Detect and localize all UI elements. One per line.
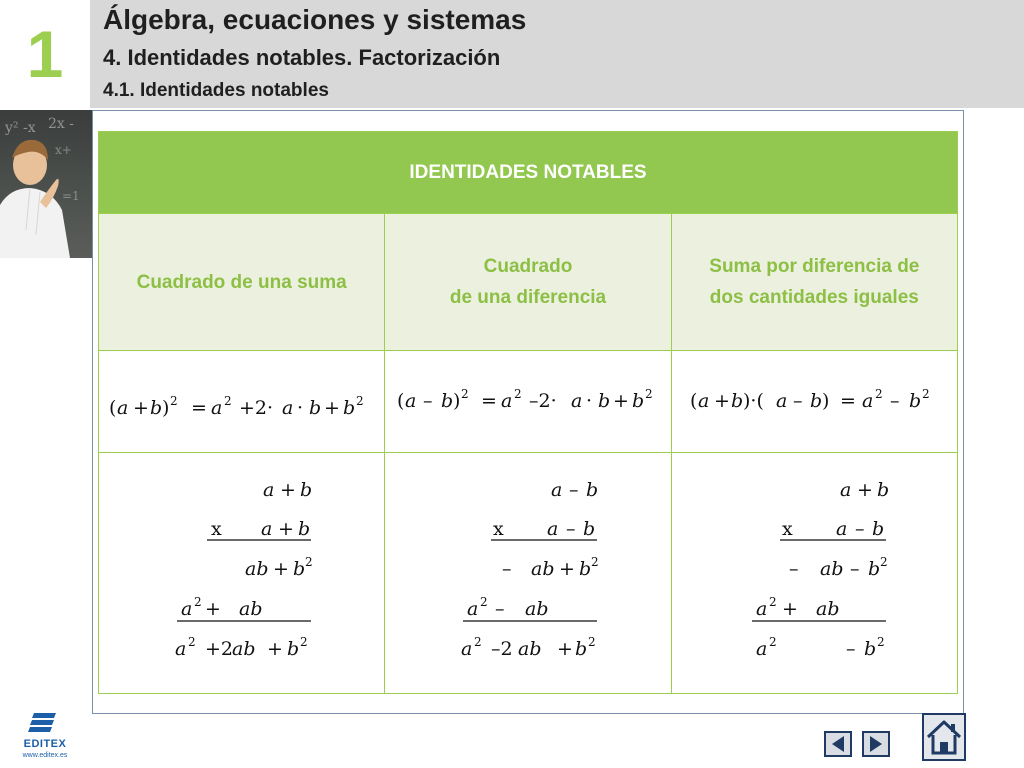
svg-text:a: a (835, 518, 847, 540)
svg-text:b: b (579, 558, 592, 580)
svg-text:)·(: )·( (742, 389, 764, 412)
svg-text:a: a (405, 389, 417, 412)
svg-text:2: 2 (194, 595, 202, 609)
svg-text:+: + (613, 389, 630, 412)
svg-text:a: a (211, 396, 223, 419)
svg-text:(: ( (689, 389, 698, 412)
svg-text:): ) (453, 389, 461, 412)
svg-text:+: + (557, 638, 574, 660)
svg-text:2: 2 (591, 555, 599, 569)
svg-text:b: b (598, 389, 611, 412)
svg-text:·: · (586, 389, 593, 412)
svg-text:a: a (551, 479, 563, 501)
svg-text:b: b (876, 479, 889, 501)
svg-text:+: + (267, 638, 283, 660)
svg-text:–2·: –2· (529, 389, 557, 412)
unit-number: 1 (26, 17, 64, 91)
editex-logo-icon (14, 710, 76, 738)
svg-text:a: a (861, 389, 873, 412)
home-icon (922, 713, 966, 761)
home-button[interactable] (922, 713, 966, 761)
svg-text:b: b (150, 396, 163, 419)
svg-text:a: a (839, 479, 851, 501)
svg-text:2x -: 2x - (48, 116, 74, 132)
svg-text:x: x (493, 518, 505, 540)
column-heading-square-of-difference (385, 214, 671, 351)
svg-text:a: a (175, 638, 187, 660)
column-heading-line: dos cantidades iguales (709, 287, 919, 308)
svg-text:–: – (423, 389, 433, 412)
svg-text:a: a (755, 598, 767, 620)
svg-text:+: + (280, 479, 296, 501)
svg-text:2: 2 (170, 393, 178, 408)
page-title: Álgebra, ecuaciones y sistemas (103, 4, 527, 35)
multiplication-square-of-sum (99, 453, 385, 694)
svg-text:b: b (287, 638, 300, 660)
svg-text:(: ( (397, 389, 405, 412)
svg-text:b: b (343, 396, 356, 419)
svg-text:+: + (781, 598, 798, 620)
svg-text:x+: x+ (55, 143, 72, 157)
svg-text:): ) (821, 389, 830, 412)
svg-text:–: – (792, 389, 803, 412)
svg-text:b: b (309, 396, 322, 419)
formula-square-of-sum (99, 351, 385, 453)
svg-text:2: 2 (514, 386, 522, 401)
svg-text:+2: +2 (205, 638, 234, 660)
svg-text:b: b (867, 558, 880, 580)
svg-text:+: + (205, 598, 221, 620)
column-heading-sum-by-difference (671, 214, 957, 351)
svg-text:ab: ab (245, 558, 269, 580)
svg-text:–: – (495, 598, 505, 620)
svg-text:–: – (569, 479, 579, 501)
svg-text:2: 2 (768, 595, 777, 609)
svg-text:2: 2 (874, 386, 883, 401)
svg-text:a: a (775, 389, 787, 412)
svg-text:+: + (324, 396, 340, 419)
svg-text:+2·: +2· (239, 396, 274, 419)
multiplication-sum-by-difference (671, 453, 957, 694)
prev-arrow-icon (824, 731, 852, 757)
logo-url[interactable]: www.editex.es (22, 752, 68, 759)
svg-text:–: – (502, 558, 512, 580)
svg-text:a: a (263, 479, 275, 501)
svg-text:2: 2 (921, 386, 930, 401)
multiplication-square-of-difference-graphic (385, 453, 669, 693)
svg-text:b: b (293, 558, 306, 580)
svg-text:+: + (278, 518, 294, 540)
svg-text:y² -x: y² -x (5, 120, 36, 136)
svg-text:a: a (117, 396, 129, 419)
svg-text:2: 2 (768, 635, 777, 649)
svg-text:2: 2 (480, 595, 488, 609)
svg-text:–: – (788, 558, 799, 580)
svg-text:2: 2 (300, 635, 308, 649)
svg-text:b: b (586, 479, 599, 501)
student-photo (0, 110, 93, 258)
svg-text:=: = (839, 389, 856, 412)
svg-text:b: b (632, 389, 645, 412)
svg-text:+: + (273, 558, 289, 580)
svg-text:a: a (697, 389, 709, 412)
svg-text:–: – (566, 518, 576, 540)
svg-text:2: 2 (461, 386, 469, 401)
svg-text:ab: ab (819, 558, 844, 580)
svg-text:2: 2 (588, 635, 596, 649)
multiplication-square-of-difference (385, 453, 671, 694)
svg-text:2: 2 (879, 555, 888, 569)
logo-wordmark: EDITEX (23, 738, 67, 750)
svg-text:–: – (849, 558, 860, 580)
section-title: 4.1. Identidades notables (103, 80, 329, 101)
svg-text:ab: ab (531, 558, 555, 580)
svg-text:b: b (871, 518, 884, 540)
svg-text:b: b (300, 479, 313, 501)
svg-text:ab: ab (525, 598, 549, 620)
svg-text:b: b (863, 638, 876, 660)
svg-text:a: a (547, 518, 559, 540)
column-heading-line: Cuadrado de una suma (136, 271, 347, 293)
next-arrow-icon (862, 731, 890, 757)
column-heading-line: Suma por diferencia de (709, 256, 920, 277)
unit-badge (0, 0, 90, 108)
svg-text:+: + (559, 558, 576, 580)
svg-text:·: · (297, 396, 304, 419)
formula-square-of-sum-graphic (99, 352, 383, 452)
column-heading-line: de una diferencia (449, 287, 607, 308)
svg-text:+: + (133, 396, 149, 419)
svg-text:b: b (583, 518, 596, 540)
svg-text:b: b (730, 389, 743, 412)
svg-text:–: – (845, 638, 856, 660)
svg-text:x: x (781, 518, 793, 540)
svg-text:ab: ab (232, 638, 256, 660)
svg-text:b: b (441, 389, 454, 412)
svg-text:2: 2 (645, 386, 653, 401)
svg-text:ab: ab (518, 638, 542, 660)
svg-text:2: 2 (474, 635, 482, 649)
next-button[interactable] (862, 731, 890, 757)
svg-text:a: a (467, 598, 479, 620)
prev-button[interactable] (824, 731, 852, 757)
svg-text:b: b (908, 389, 921, 412)
column-heading-square-of-sum (99, 214, 385, 351)
svg-text:2: 2 (224, 393, 232, 408)
column-heading-line: Cuadrado (483, 256, 573, 277)
svg-text:a: a (181, 598, 193, 620)
svg-text:(: ( (109, 396, 117, 419)
svg-text:2: 2 (305, 555, 313, 569)
svg-text:b: b (298, 518, 311, 540)
svg-text:–: – (889, 389, 900, 412)
multiplication-sum-by-difference-graphic (672, 453, 956, 693)
svg-text:+: + (856, 479, 873, 501)
formula-sum-by-difference (671, 351, 957, 453)
svg-text:2: 2 (188, 635, 196, 649)
multiplication-square-of-sum-graphic (99, 453, 383, 693)
table-title: IDENTIDADES NOTABLES (99, 132, 958, 214)
svg-text:a: a (571, 389, 583, 412)
svg-text:b: b (575, 638, 588, 660)
page-subtitle: 4. Identidades notables. Factorización (103, 45, 501, 70)
svg-text:a: a (261, 518, 273, 540)
svg-text:+: + (713, 389, 730, 412)
svg-text:a: a (461, 638, 473, 660)
svg-text:x: x (211, 518, 222, 540)
svg-text:=: = (191, 396, 207, 419)
svg-text:a: a (501, 389, 513, 412)
svg-text:2: 2 (876, 635, 885, 649)
svg-text:=1: =1 (62, 189, 80, 203)
svg-text:ab: ab (815, 598, 840, 620)
svg-text:a: a (755, 638, 767, 660)
formula-sum-by-difference-graphic (672, 352, 956, 452)
svg-text:ab: ab (239, 598, 263, 620)
formula-square-of-difference-graphic (385, 352, 669, 452)
svg-text:–: – (854, 518, 865, 540)
formula-square-of-difference (385, 351, 671, 453)
svg-text:=: = (481, 389, 498, 412)
identities-table (98, 131, 958, 694)
svg-text:a: a (282, 396, 294, 419)
svg-text:–2: –2 (491, 638, 513, 660)
svg-text:b: b (809, 389, 822, 412)
svg-text:2: 2 (356, 393, 364, 408)
svg-text:): ) (162, 396, 170, 419)
